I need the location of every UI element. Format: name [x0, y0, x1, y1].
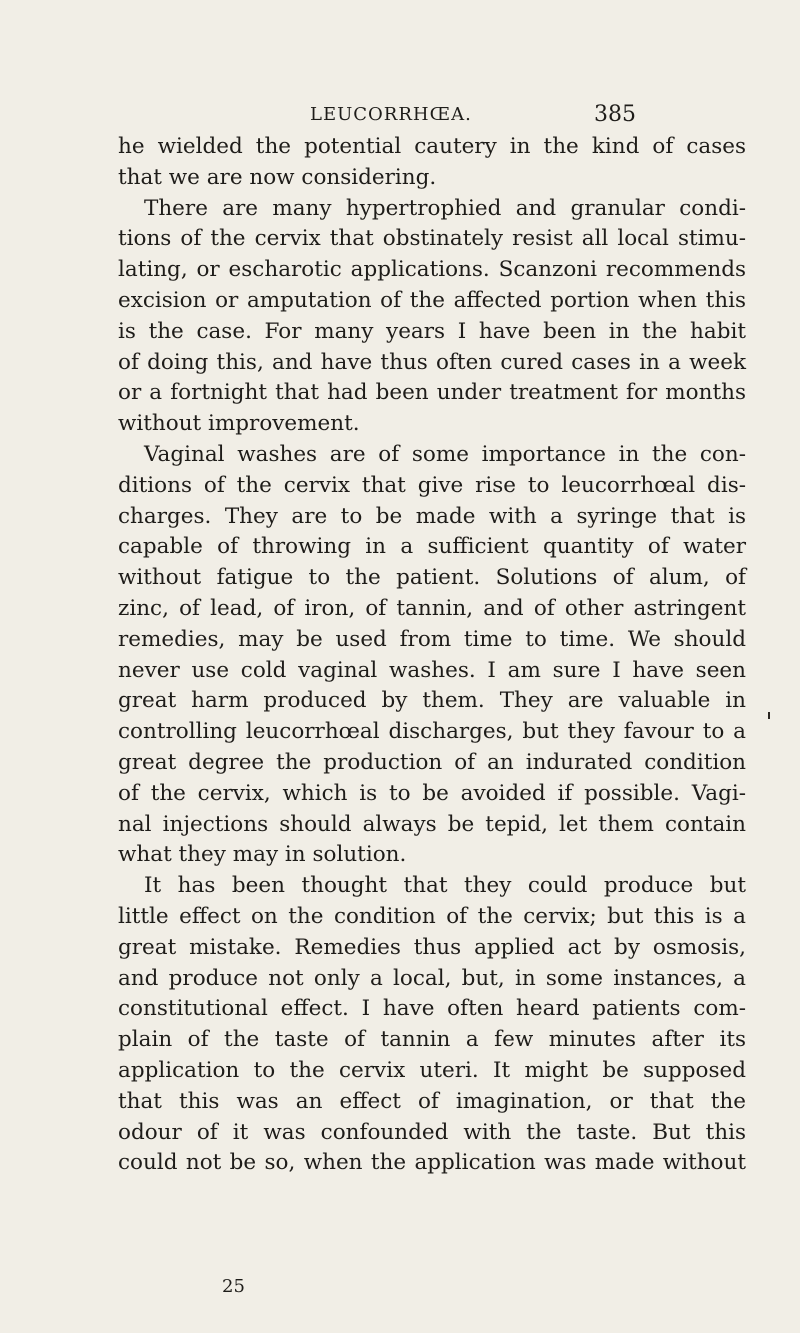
- text-line: controlling leucorrhœal discharges, but they favour to a: [118, 719, 746, 745]
- text-line: that we are now considering.: [118, 164, 437, 190]
- text-line: without improvement.: [118, 411, 360, 437]
- text-line: constitutional effect. I have often heard patients com-: [118, 996, 746, 1022]
- text-line: excision or amputation of the affected portion when this: [118, 287, 746, 313]
- text-line: that this was an effect of imagination, or that the: [118, 1088, 746, 1114]
- text-line: capable of throwing in a sufficient quantity of water: [118, 534, 746, 560]
- text-line: odour of it was confounded with the taste. But this: [118, 1119, 746, 1145]
- text-line: could not be so, when the application was made without: [118, 1150, 746, 1176]
- text-line: application to the cervix uteri. It might be supposed: [118, 1057, 746, 1083]
- text-line: or a fortnight that had been under treatment for months: [118, 380, 746, 406]
- text-line: ditions of the cervix that give rise to leucorrhœal dis-: [118, 472, 746, 498]
- text-line: and produce not only a local, but, in some instances, a: [118, 965, 746, 991]
- signature-mark: 25: [222, 1276, 245, 1297]
- body-text: [118, 132, 746, 1179]
- running-title: LEUCORRHŒA.: [310, 104, 472, 125]
- text-line: charges. They are to be made with a syringe that is: [118, 503, 746, 529]
- text-line: zinc, of lead, of iron, of tannin, and of other astringent: [118, 595, 746, 621]
- text-line: of doing this, and have thus often cured cases in a week: [118, 349, 746, 375]
- text-line: lating, or escharotic applications. Scanzoni recommends: [118, 257, 746, 283]
- text-line: he wielded the potential cautery in the kind of cases: [118, 134, 746, 159]
- text-line: never use cold vaginal washes. I am sure I have seen: [118, 657, 746, 683]
- text-line: without fatigue to the patient. Solutions of alum, of: [118, 565, 746, 591]
- text-line: what they may in solution.: [118, 842, 407, 868]
- text-line: is the case. For many years I have been in the habit: [118, 318, 746, 344]
- page-number: 385: [594, 102, 636, 127]
- text-line: plain of the taste of tannin a few minutes after its: [118, 1027, 746, 1053]
- text-line: great degree the production of an indurated condition: [118, 749, 746, 775]
- text-line: of the cervix, which is to be avoided if possible. Vagi-: [118, 780, 746, 806]
- text-line: little effect on the condition of the cervix; but this is a: [118, 903, 746, 929]
- text-line: It has been thought that they could produce but: [144, 873, 746, 899]
- text-line: nal injections should always be tepid, let them contain: [118, 811, 746, 837]
- text-line: tions of the cervix that obstinately resist all local stimu-: [118, 226, 746, 252]
- text-line: Vaginal washes are of some importance in the con-: [144, 441, 746, 467]
- text-line: great harm produced by them. They are valuable in: [118, 688, 746, 714]
- margin-mark: [768, 712, 770, 719]
- text-line: remedies, may be used from time to time. We should: [118, 626, 746, 652]
- text-line: There are many hypertrophied and granular condi-: [144, 195, 746, 221]
- text-line: great mistake. Remedies thus applied act by osmosis,: [118, 934, 746, 960]
